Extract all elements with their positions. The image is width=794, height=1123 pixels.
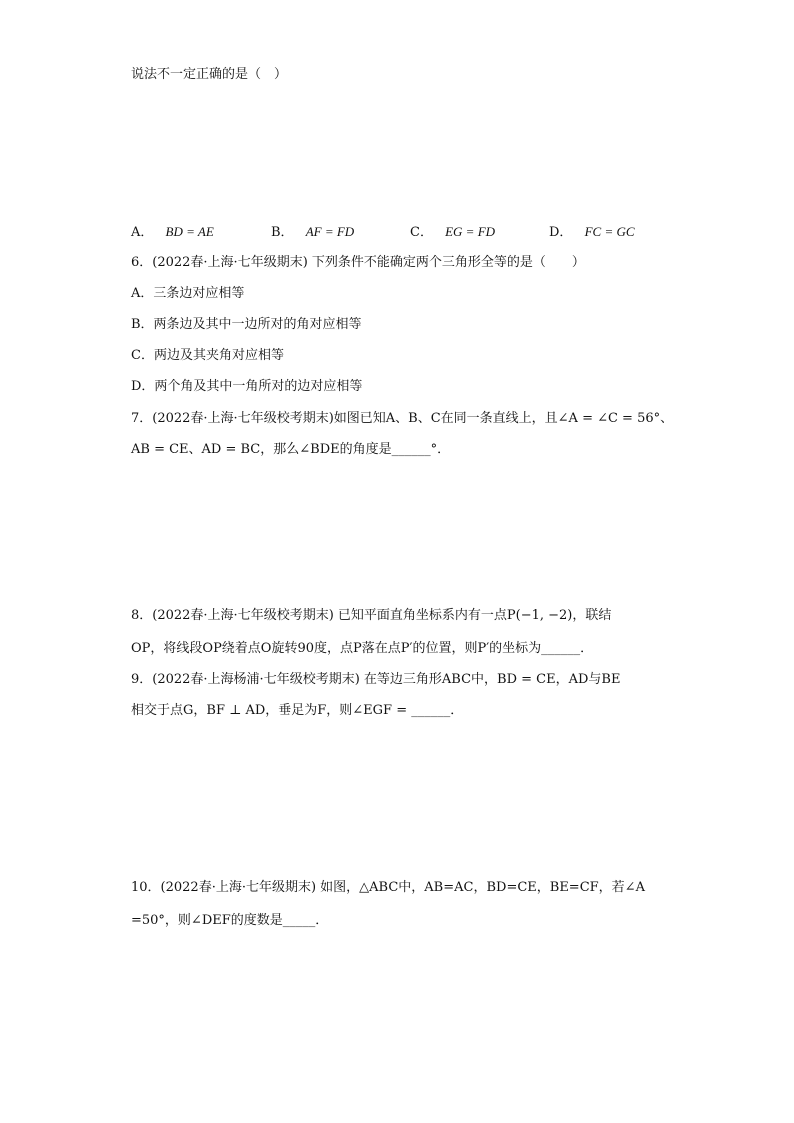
q7-segment-DE xyxy=(186,487,265,510)
q5-segment-DE xyxy=(268,143,297,193)
q9-label-C: C xyxy=(265,850,275,865)
q5-option-a[interactable] xyxy=(131,223,214,242)
q5-option-d[interactable] xyxy=(549,223,635,242)
q9-label-E: E xyxy=(224,757,233,772)
q10-stem-line2: =50°，则∠DEF的度数是_____． xyxy=(131,913,329,928)
q7-segment-DB xyxy=(186,510,245,572)
q5-label-D: D xyxy=(263,128,274,143)
q7-label-A: A xyxy=(136,571,145,586)
q9-segment-BF xyxy=(147,829,227,848)
q8-stem-line2: OP，将线段OP绕着点O旋转90度，点P落在点P′的位置，则P′的坐标为______． xyxy=(131,641,594,656)
q9-label-F: F xyxy=(233,818,242,833)
q7-label-D: D xyxy=(176,497,187,512)
q9-segment-AB xyxy=(147,744,208,848)
q6-stem: 6．(2022春·上海·七年级期末) 下列条件不能确定两个三角形全等的是（ ） xyxy=(131,255,585,270)
q5-label-G: G xyxy=(261,155,272,170)
q7-label-B: B xyxy=(238,576,247,591)
q9-label-D: D xyxy=(229,851,240,866)
q6-option-b[interactable]: B．两条边及其中一边所对的角对应相等 xyxy=(131,317,362,332)
q6-option-d[interactable]: D．两个角及其中一角所对的边对应相等 xyxy=(131,379,363,394)
q8-stem-line1: 8．(2022春·上海·七年级校考期末) 已知平面直角坐标系内有一点P(−1, −2)，联结 xyxy=(131,608,612,623)
q7-segment-BE xyxy=(245,487,265,572)
q7-label-E: E xyxy=(262,471,271,486)
q5-option-b[interactable] xyxy=(271,223,354,242)
q5-option-c-key: C． xyxy=(410,225,433,240)
q5-label-E: E xyxy=(292,198,301,213)
q7-segment-AD xyxy=(146,510,186,572)
q10-stem-line1: 10．(2022春·上海·七年级期末) 如图，△ABC中，AB=AC，BD=CE，BE=CF，若∠A xyxy=(131,880,645,895)
q5-option-c[interactable] xyxy=(410,223,495,242)
q9-label-G: G xyxy=(196,768,207,783)
q5-label-C: C xyxy=(232,197,242,212)
q5-option-a-key: A． xyxy=(131,225,154,240)
q5-label-B: B xyxy=(133,197,142,212)
q5-option-c-text: EG = FD xyxy=(445,224,496,239)
q5-segment-AB xyxy=(140,110,190,193)
q5-label-A: A xyxy=(184,96,193,111)
q9-label-B: B xyxy=(134,847,143,862)
q7-label-C: C xyxy=(316,573,326,588)
q5-segment-AE xyxy=(190,110,297,193)
q9-label-A: A xyxy=(202,731,211,746)
q7-segment-EC xyxy=(265,487,325,572)
q7-stem-line2: AB = CE、AD = BC，那么∠BDE的角度是______°． xyxy=(131,442,451,457)
q5-option-b-text: AF = FD xyxy=(305,224,355,239)
q9-stem-line1: 9．(2022春·上海杨浦·七年级校考期末) 在等边三角形ABC中，BD = CE，AD与BE xyxy=(131,672,621,687)
q9-stem-line2: 相交于点G，BF ⊥ AD，垂足为F，则∠EGF = ______． xyxy=(131,703,464,718)
q6-option-c[interactable]: C．两边及其夹角对应相等 xyxy=(131,348,284,363)
q5-stem-tail: 说法不一定正确的是（ ） xyxy=(131,67,288,82)
q5-label-F: F xyxy=(203,154,212,169)
q9-segment-BE xyxy=(147,767,222,848)
q5-segment-AC xyxy=(190,110,238,193)
q5-option-d-key: D． xyxy=(549,225,573,240)
q5-option-d-text: FC = GC xyxy=(584,224,635,239)
q5-option-b-key: B． xyxy=(271,225,294,240)
q6-option-a[interactable]: A．三条边对应相等 xyxy=(131,286,245,301)
q7-stem-line1: 7．(2022春·上海·七年级校考期末)如图已知A、B、C在同一条直线上，且∠A = ∠C = 56°、 xyxy=(131,411,674,426)
q5-option-a-text: BD = AE xyxy=(165,224,214,239)
